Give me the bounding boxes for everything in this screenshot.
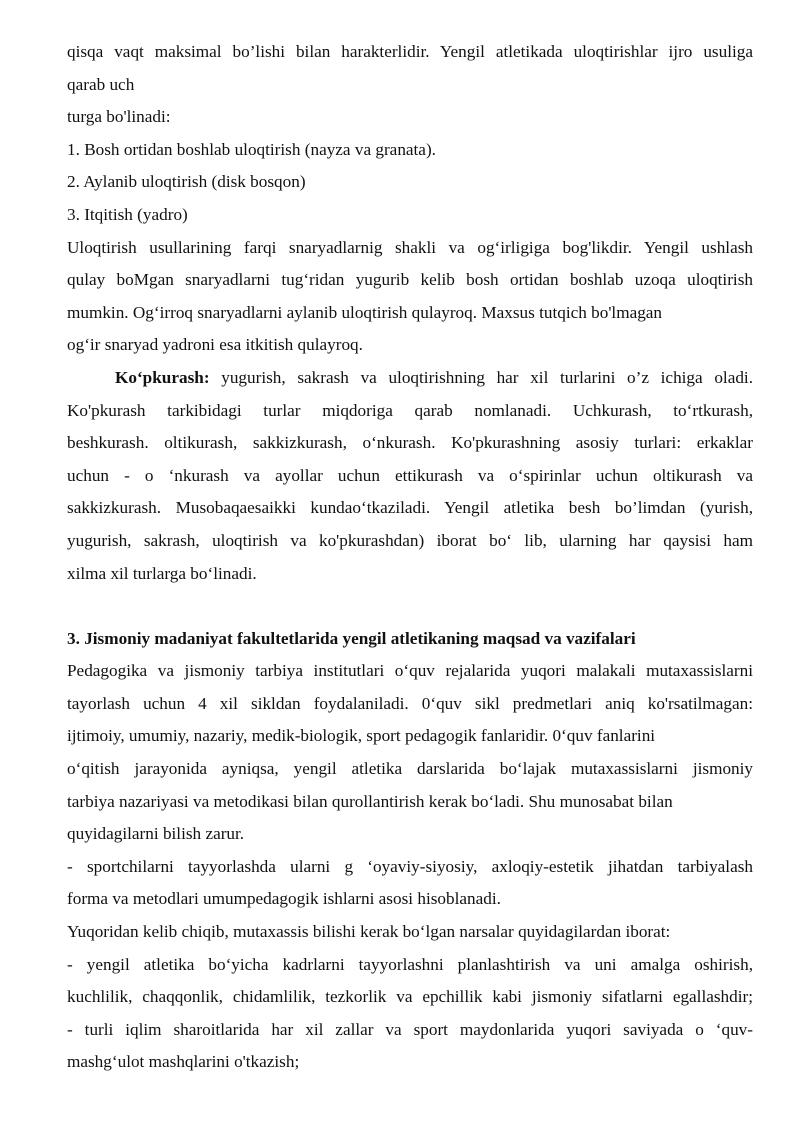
text-line: - yengil atletika bo‘yicha kadrlarni tayyorlashni planlashtirish va uni amalga oshirish, bbox=[67, 954, 753, 974]
text-line: mashg‘ulot mashqlarini o'tkazish; bbox=[67, 1052, 300, 1072]
text-line: Ko'pkurash tarkibidagi turlar miqdoriga qarab nomlanadi. Uchkurash, to‘rtkurash, bbox=[67, 400, 753, 420]
text-line: tarbiya nazariyasi va metodikasi bilan qurollantirish kerak bo‘ladi. Shu munosabat bilan bbox=[67, 791, 673, 811]
paragraph-gap bbox=[67, 590, 753, 623]
text-line: forma va metodlari umumpedagogik ishlarni asosi hisoblanadi. bbox=[67, 889, 501, 909]
text-line: xilma xil turlarga bo‘linadi. bbox=[67, 563, 257, 583]
text-line: sakkizkurash. Musobaqaesaikki kundao‘tkaziladi. Yengil atletika besh bo’limdan (yurish, bbox=[67, 498, 753, 518]
text-line: og‘ir snaryad yadroni esa itkitish qulayroq. bbox=[67, 335, 363, 355]
text-line: uchun - o ‘nkurash va ayollar uchun ettikurash va o‘spirinlar uchun oltikurash va bbox=[67, 465, 753, 485]
text-line: o‘qitish jarayonida ayniqsa, yengil atletika darslarida bo‘lajak mutaxassislarni jismoniy bbox=[67, 759, 753, 779]
section-heading: 3. Jismoniy madaniyat fakultetlarida yengil atletikaning maqsad va vazifalari bbox=[67, 628, 636, 648]
text-line: qarab uch bbox=[67, 74, 135, 94]
text-line: tayorlash uchun 4 xil sikldan foydalaniladi. 0‘quv sikl predmetlari aniq ko'rsatilmagan: bbox=[67, 693, 753, 713]
list-item: 3. Itqitish (yadro) bbox=[67, 204, 188, 224]
text-line: - turli iqlim sharoitlarida har xil zallar va sport maydonlarida yuqori saviyada o ‘quv- bbox=[67, 1019, 753, 1039]
text-line: qulay boMgan snaryadlarni tug‘ridan yugurib kelib bosh ortidan boshlab uzoqa uloqtirish bbox=[67, 270, 753, 290]
kopkurash-first-line bbox=[67, 362, 753, 395]
document-page bbox=[67, 36, 753, 1079]
text-line: - sportchilarni tayyorlashda ularni g ‘oyaviy-siyosiy, axloqiy-estetik jihatdan tarbiyalash bbox=[67, 856, 753, 876]
text-line: quyidagilarni bilish zarur. bbox=[67, 824, 245, 844]
text-line: Pedagogika va jismoniy tarbiya institutlari o‘quv rejalarida yuqori malakali mutaxassislarni bbox=[67, 661, 753, 681]
list-item: 2. Aylanib uloqtirish (disk bosqon) bbox=[67, 172, 306, 192]
text-line: yugurish, sakrash, uloqtirish va ko'pkurashdan) iborat bo‘ lib, ularning har qaysisi ham bbox=[67, 530, 753, 550]
text-line: mumkin. Og‘irroq snaryadlarni aylanib uloqtirish qulayroq. Maxsus tutqich bo'lmagan bbox=[67, 302, 663, 322]
kopkurash-term: Ko‘pkurash: bbox=[115, 367, 210, 387]
text-line: turga bo'linadi: bbox=[67, 107, 171, 127]
text-line: Uloqtirish usullarining farqi snaryadlarnig shakli va og‘irligiga bog'likdir. Yengil ushlash bbox=[67, 237, 753, 257]
text-line: kuchlilik, chaqqonlik, chidamlilik, tezkorlik va epchillik kabi jismoniy sifatlarni egallashdir; bbox=[67, 987, 753, 1007]
text-line: Yuqoridan kelib chiqib, mutaxassis bilishi kerak bo‘lgan narsalar quyidagilardan iborat: bbox=[67, 922, 671, 942]
text-line: beshkurash. oltikurash, sakkizkurash, o‘nkurash. Ko'pkurashning asosiy turlari: erkaklar bbox=[67, 433, 753, 453]
kopkurash-first-line-text: yugurish, sakrash va uloqtirishning har xil turlarini o’z ichiga oladi. bbox=[209, 367, 753, 387]
list-item: 1. Bosh ortidan boshlab uloqtirish (nayza va granata). bbox=[67, 139, 436, 159]
text-line: qisqa vaqt maksimal bo’lishi bilan harakterlidir. Yengil atletikada uloqtirishlar ijro usuliga bbox=[67, 42, 753, 61]
text-line: ijtimoiy, umumiy, nazariy, medik-biologik, sport pedagogik fanlaridir. 0‘quv fanlarini bbox=[67, 726, 656, 746]
